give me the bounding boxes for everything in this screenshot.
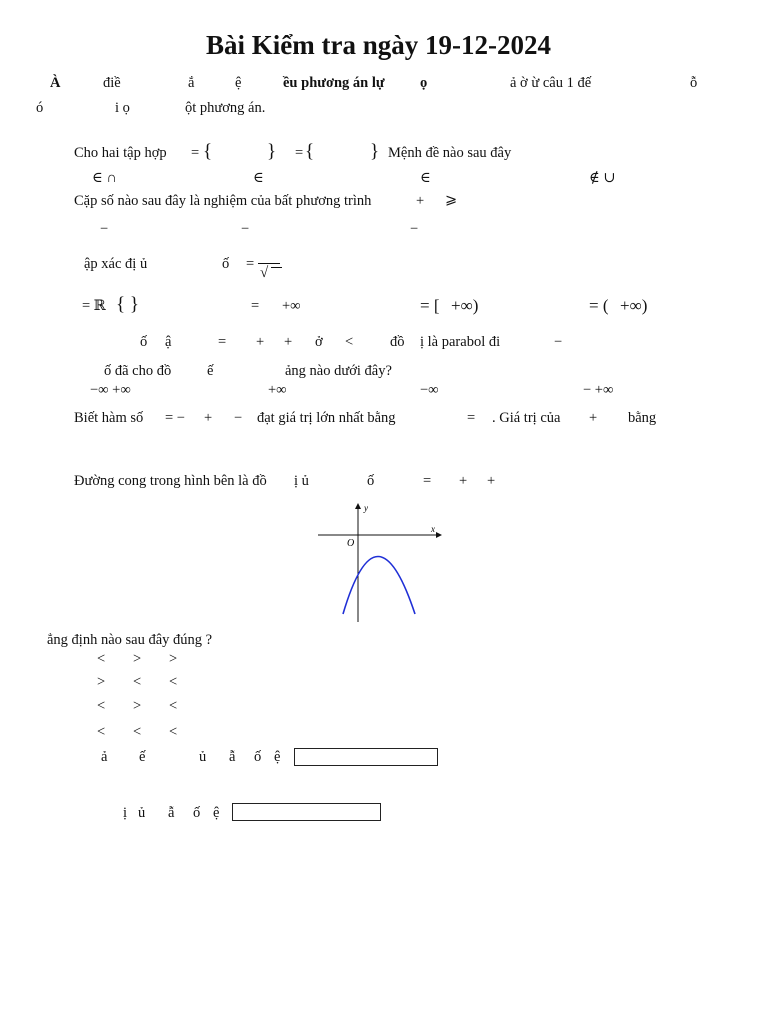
math-symbol: − bbox=[554, 334, 563, 350]
label-fragment: ủ bbox=[138, 805, 146, 821]
inequality-sign: > bbox=[169, 651, 178, 667]
inequality-sign: > bbox=[133, 651, 142, 667]
q-fragment: ố bbox=[367, 473, 375, 489]
q-fragment: ậ bbox=[165, 334, 172, 350]
math-symbol: − bbox=[234, 410, 243, 426]
question-text: Mệnh đề nào sau đây bbox=[388, 145, 512, 161]
question-text: ập xác đị ủ bbox=[84, 256, 148, 272]
sqrt-bar bbox=[271, 267, 282, 268]
math-symbol: + bbox=[487, 473, 496, 489]
question-text: Cặp số nào sau đây là nghiệm của bất phương trình bbox=[74, 193, 372, 209]
math-symbol: = bbox=[423, 473, 432, 489]
inequality-sign: < bbox=[97, 724, 106, 740]
option-d-value: +∞) bbox=[620, 296, 648, 315]
option-d: ∉ ∪ bbox=[589, 170, 616, 186]
parabola-graph bbox=[310, 498, 450, 623]
option-a: − bbox=[100, 221, 109, 237]
inequality-sign: < bbox=[97, 698, 106, 714]
label-fragment: ủ bbox=[199, 749, 207, 765]
inequality-sign: < bbox=[169, 674, 178, 690]
y-axis-label: y bbox=[364, 503, 368, 513]
label-fragment: ị bbox=[123, 805, 128, 821]
math-symbol: + bbox=[284, 334, 293, 350]
math-symbol: = − bbox=[165, 410, 185, 426]
inequality-sign: > bbox=[133, 698, 142, 714]
q-fragment: ị ủ bbox=[294, 473, 309, 489]
option-d: − +∞ bbox=[583, 382, 614, 398]
inequality-sign: < bbox=[97, 651, 106, 667]
inequality-sign: < bbox=[169, 724, 178, 740]
label-fragment: ệ bbox=[274, 749, 281, 765]
instr-fragment: i ọ bbox=[115, 100, 130, 116]
x-axis-label: x bbox=[431, 524, 435, 534]
q-fragment: ố đã cho đồ bbox=[104, 363, 172, 379]
instr-fragment: ắ bbox=[188, 75, 195, 91]
q-fragment: ế bbox=[207, 363, 214, 379]
math-brace: { bbox=[203, 141, 213, 162]
option-a: −∞ +∞ bbox=[90, 382, 131, 398]
instr-fragment: ều phương án lự bbox=[283, 75, 385, 91]
math-symbol: = bbox=[467, 410, 476, 426]
q-fragment: ố bbox=[140, 334, 148, 350]
answer-field-2[interactable] bbox=[232, 803, 381, 821]
fraction-bar bbox=[258, 263, 280, 264]
math-symbol: = bbox=[191, 145, 200, 161]
math-symbol: + bbox=[459, 473, 468, 489]
option-b: = bbox=[251, 298, 260, 314]
label-fragment: ả bbox=[101, 749, 108, 765]
option-b: ∈ bbox=[253, 170, 264, 186]
question-text: ố bbox=[222, 256, 230, 272]
inequality-sign: < bbox=[133, 724, 142, 740]
instr-fragment: ó bbox=[36, 100, 44, 116]
q-fragment: ị là parabol đi bbox=[420, 334, 501, 350]
question-text: đạt giá trị lớn nhất bằng bbox=[257, 410, 396, 426]
question-text: Đường cong trong hình bên là đồ bbox=[74, 473, 267, 489]
label-fragment: ố bbox=[254, 749, 262, 765]
option-d: = ( bbox=[589, 296, 609, 315]
question-text: Cho hai tập hợp bbox=[74, 145, 167, 161]
instr-fragment: ỗ bbox=[690, 75, 698, 91]
math-symbol: + bbox=[416, 193, 425, 209]
math-symbol: < bbox=[345, 334, 354, 350]
math-brace: { } bbox=[116, 294, 139, 315]
math-symbol: ⩾ bbox=[445, 192, 458, 208]
instr-fragment: À bbox=[50, 75, 61, 91]
inequality-sign: < bbox=[169, 698, 178, 714]
instr-fragment: ọ bbox=[420, 75, 428, 91]
sqrt-symbol: √ bbox=[260, 265, 269, 281]
origin-label: O bbox=[347, 538, 355, 549]
label-fragment: ẫ bbox=[168, 805, 175, 821]
instr-fragment: ả ờ ừ câu 1 đế bbox=[510, 75, 592, 91]
option-c-value: +∞) bbox=[451, 296, 479, 315]
question-text: . Giá trị của bbox=[492, 410, 561, 426]
page-title: Bài Kiểm tra ngày 19-12-2024 bbox=[206, 30, 551, 60]
math-brace: } bbox=[267, 141, 277, 162]
option-c: −∞ bbox=[420, 382, 439, 398]
label-fragment: ố bbox=[193, 805, 201, 821]
math-symbol: + bbox=[589, 410, 598, 426]
option-a: = ℝ bbox=[82, 298, 106, 314]
question-text: Biết hàm số bbox=[74, 410, 144, 426]
instr-fragment: ột phương án. bbox=[185, 100, 266, 116]
math-symbol: = bbox=[295, 145, 304, 161]
instr-fragment: điề bbox=[103, 75, 121, 91]
option-c: = [ bbox=[420, 296, 440, 315]
instr-fragment: ệ bbox=[235, 75, 242, 91]
math-symbol: = bbox=[218, 334, 227, 350]
parabola-curve bbox=[343, 557, 415, 615]
q-fragment: đồ bbox=[390, 334, 405, 350]
q-fragment: ở bbox=[315, 334, 323, 350]
option-c: − bbox=[410, 221, 419, 237]
question-text: bằng bbox=[628, 410, 657, 426]
math-symbol: + bbox=[204, 410, 213, 426]
label-fragment: ệ bbox=[213, 805, 220, 821]
math-symbol: + bbox=[256, 334, 265, 350]
answer-field-1[interactable] bbox=[294, 748, 438, 766]
label-fragment: ế bbox=[139, 749, 146, 765]
question-text: ẳng định nào sau đây đúng ? bbox=[47, 632, 213, 648]
option-b: − bbox=[241, 221, 250, 237]
option-a: ∈ ∩ bbox=[92, 170, 117, 186]
math-brace: } bbox=[370, 141, 380, 162]
math-symbol: = bbox=[246, 256, 255, 272]
inequality-sign: < bbox=[133, 674, 142, 690]
q-fragment: ảng nào dưới đây? bbox=[285, 363, 392, 379]
option-c: ∈ bbox=[420, 170, 431, 186]
math-brace: { bbox=[305, 141, 315, 162]
option-b: +∞ bbox=[268, 382, 287, 398]
label-fragment: ẫ bbox=[229, 749, 236, 765]
inequality-sign: > bbox=[97, 674, 106, 690]
option-b-value: +∞ bbox=[282, 298, 301, 314]
